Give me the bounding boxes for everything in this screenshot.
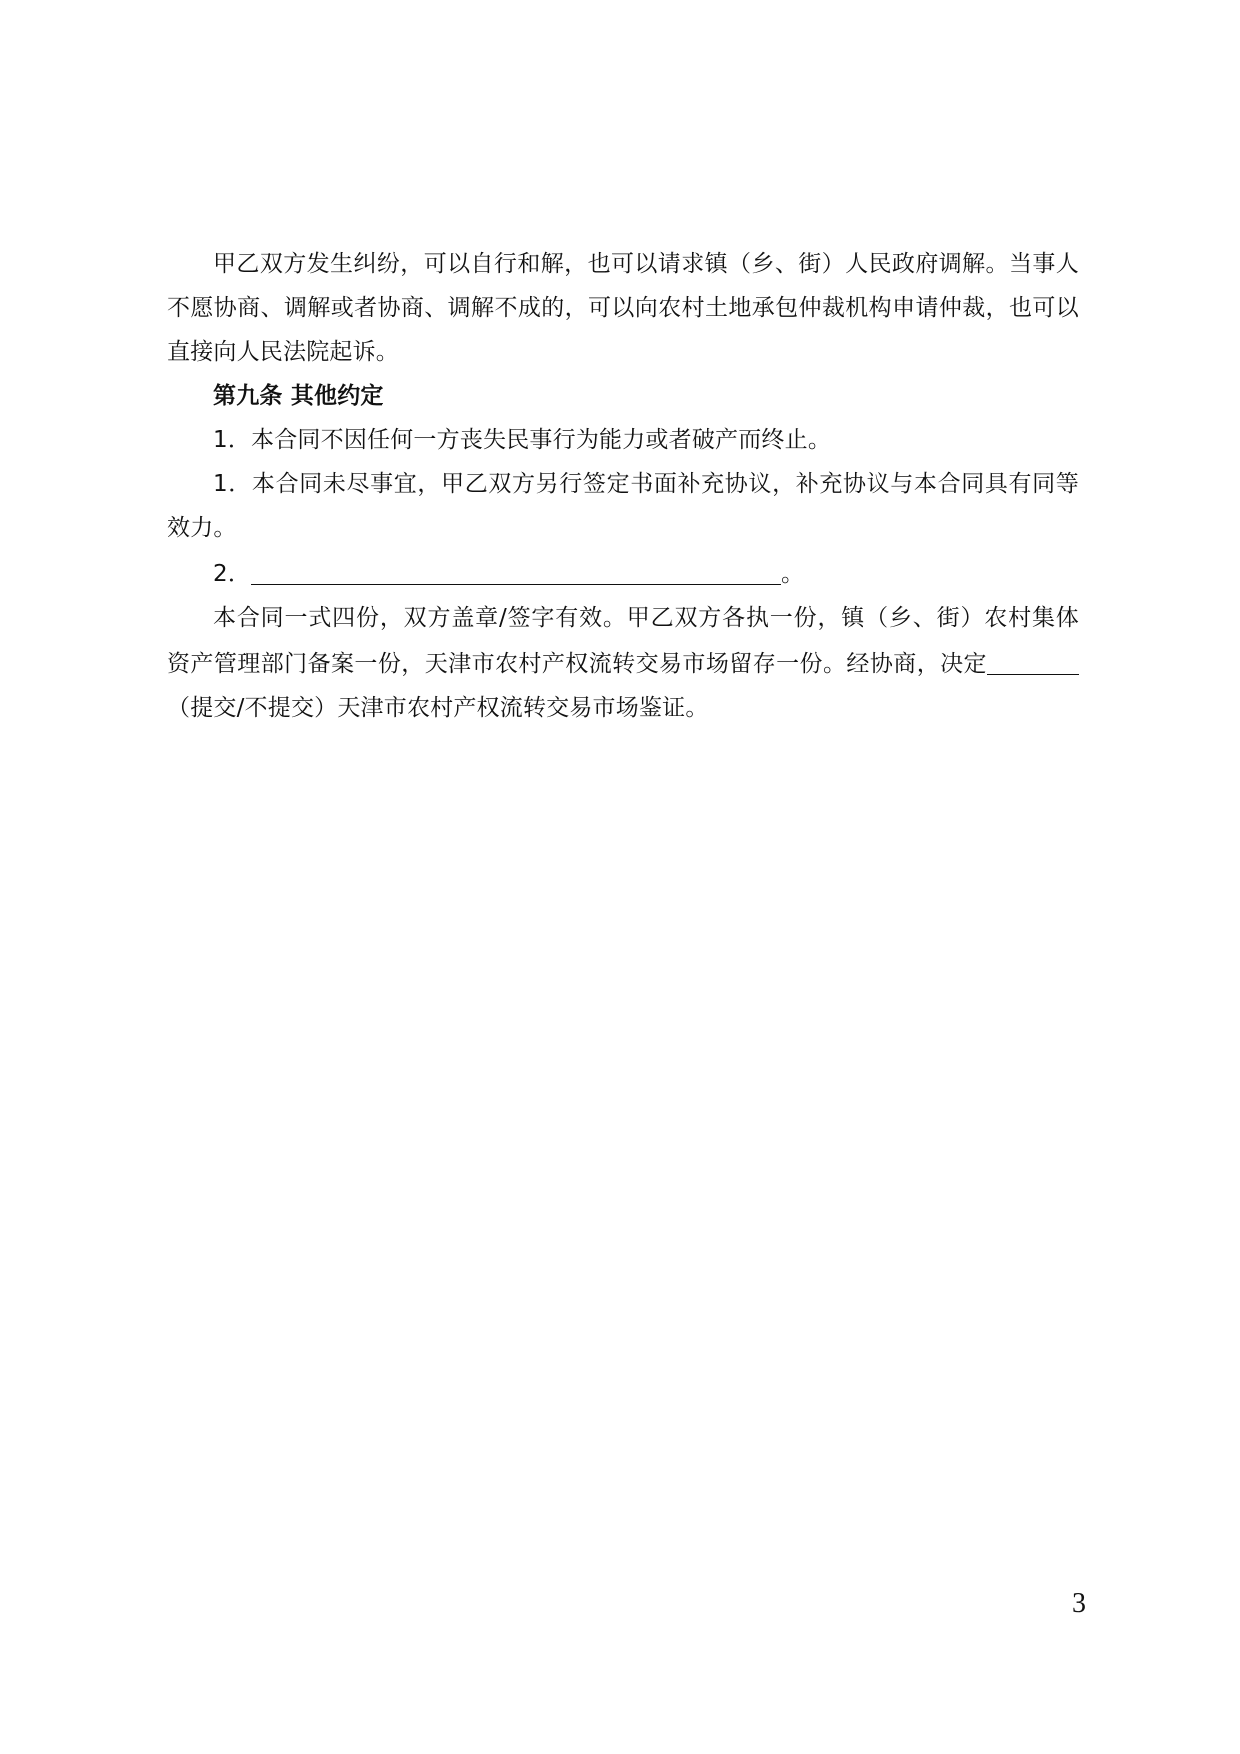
dispute-resolution-paragraph <box>167 242 1079 374</box>
page-number: 3 <box>1072 1588 1086 1619</box>
copies-line-1: 本合同一式四份，双方盖章/签字有效。甲乙双方各执一份，镇（乡、街）农村集体资产 <box>167 605 1079 677</box>
article-9-heading: 第九条 其他约定 <box>213 383 384 409</box>
dispute-line-1: 甲乙双方发生纠纷，可以自行和解，也可以请求镇（乡、街）人民政府调解。当事人不 <box>167 251 1079 321</box>
item-2-prefix: 2． <box>213 561 252 587</box>
item-1a-paragraph: 1．本合同不因任何一方丧失民事行为能力或者破产而终止。 <box>213 427 832 453</box>
item-1b-line-2: 效力。 <box>167 515 237 541</box>
copies-line-2-suffix: （提交 <box>167 695 237 721</box>
document-body <box>167 242 1079 730</box>
copies-line-2-prefix: 管理部门备案一份，天津市农村产权流转交易市场留存一份。经协商，决定 <box>213 651 987 677</box>
dispute-line-3: 向人民法院起诉。 <box>213 339 400 365</box>
item-2-blank-field[interactable] <box>251 554 781 585</box>
item-2-suffix: 。 <box>781 561 805 587</box>
submit-decision-blank-field[interactable] <box>987 644 1079 675</box>
copies-paragraph <box>167 596 1079 730</box>
item-1b-paragraph <box>167 462 1079 550</box>
copies-line-3: /不提交）天津市农村产权流转交易市场鉴证。 <box>236 695 709 721</box>
item-2-paragraph <box>167 550 1079 596</box>
dispute-line-2: 愿协商、调解或者协商、调解不成的，可以向农村土地承包仲裁机构申请仲裁，也可以直接 <box>167 295 1079 365</box>
item-1b-line-1: 1．本合同未尽事宜，甲乙双方另行签定书面补充协议，补充协议与本合同具有同等 <box>213 471 1079 497</box>
